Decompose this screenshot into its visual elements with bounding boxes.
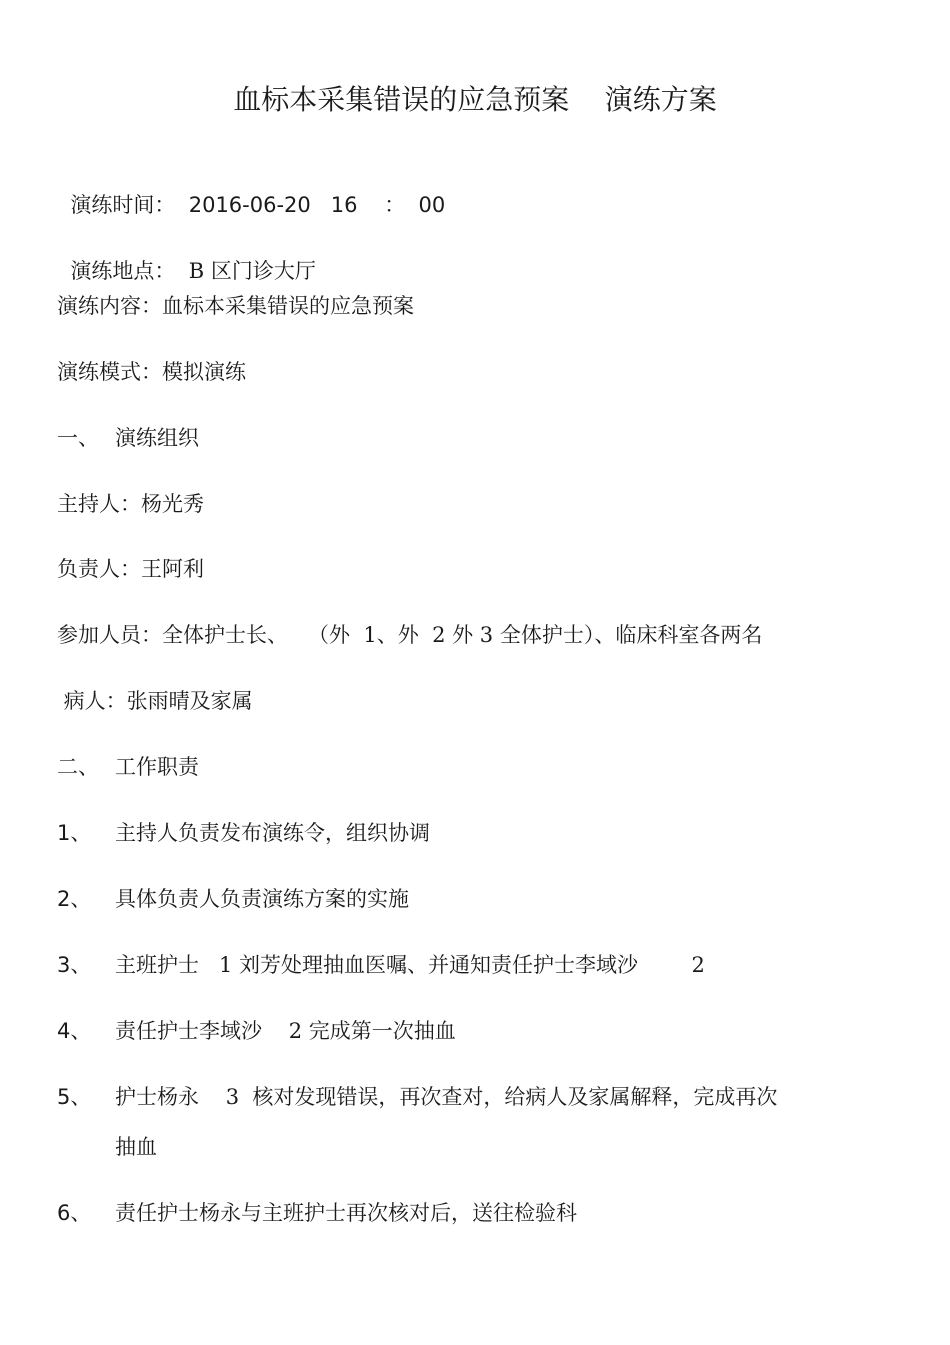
drill-place-value: B 区门诊大厅 — [188, 259, 316, 283]
drill-mode: 演练模式：模拟演练 — [57, 360, 246, 384]
duty-item-5-number: 5、 — [57, 1085, 92, 1109]
drill-place-label: 演练地点： — [70, 259, 176, 283]
duty-item-6-text: 责任护士杨永与主班护士再次核对后，送往检验科 — [115, 1201, 577, 1225]
drill-time-row — [57, 160, 445, 220]
duty-item-5-text: 护士杨永 3 核对发现错误，再次查对，给病人及家属解释，完成再次 — [115, 1085, 778, 1109]
section1-heading: 演练组织 — [115, 426, 199, 450]
duty-item-1-text: 主持人负责发布演练令，组织协调 — [115, 821, 430, 845]
duty-item-2-number: 2、 — [57, 887, 92, 911]
duty-item-4-number: 4、 — [57, 1019, 92, 1043]
duty-item-1-number: 1、 — [57, 821, 92, 845]
drill-time-value: 2016-06-20 16 ： 00 — [188, 193, 446, 217]
duty-item-3-text: 主班护士 1 刘芳处理抽血医嘱、并通知责任护士李域沙 2 — [115, 953, 705, 977]
section2-number: 二、 — [57, 755, 99, 779]
duty-item-6-number: 6、 — [57, 1201, 92, 1225]
duty-item-3-number: 3、 — [57, 953, 92, 977]
duty-item-4-text: 责任护士李域沙 2 完成第一次抽血 — [115, 1019, 456, 1043]
owner-line: 负责人：王阿利 — [57, 557, 204, 581]
drill-time-label: 演练时间： — [70, 193, 176, 217]
patient-line: 病人：张雨晴及家属 — [57, 689, 253, 713]
section2-heading: 工作职责 — [115, 755, 199, 779]
document-title: 血标本采集错误的应急预案 演练方案 — [233, 83, 717, 116]
drill-content: 演练内容：血标本采集错误的应急预案 — [57, 294, 414, 318]
participants-line: 参加人员：全体护士长、 （外 1、外 2 外 3 全体护士）、临床科室各两名 — [57, 623, 763, 647]
drill-place-row — [57, 226, 316, 286]
section1-number: 一、 — [57, 426, 99, 450]
host-line: 主持人：杨光秀 — [57, 492, 204, 516]
duty-item-5-text-continued: 抽血 — [115, 1135, 157, 1159]
duty-item-2-text: 具体负责人负责演练方案的实施 — [115, 887, 409, 911]
